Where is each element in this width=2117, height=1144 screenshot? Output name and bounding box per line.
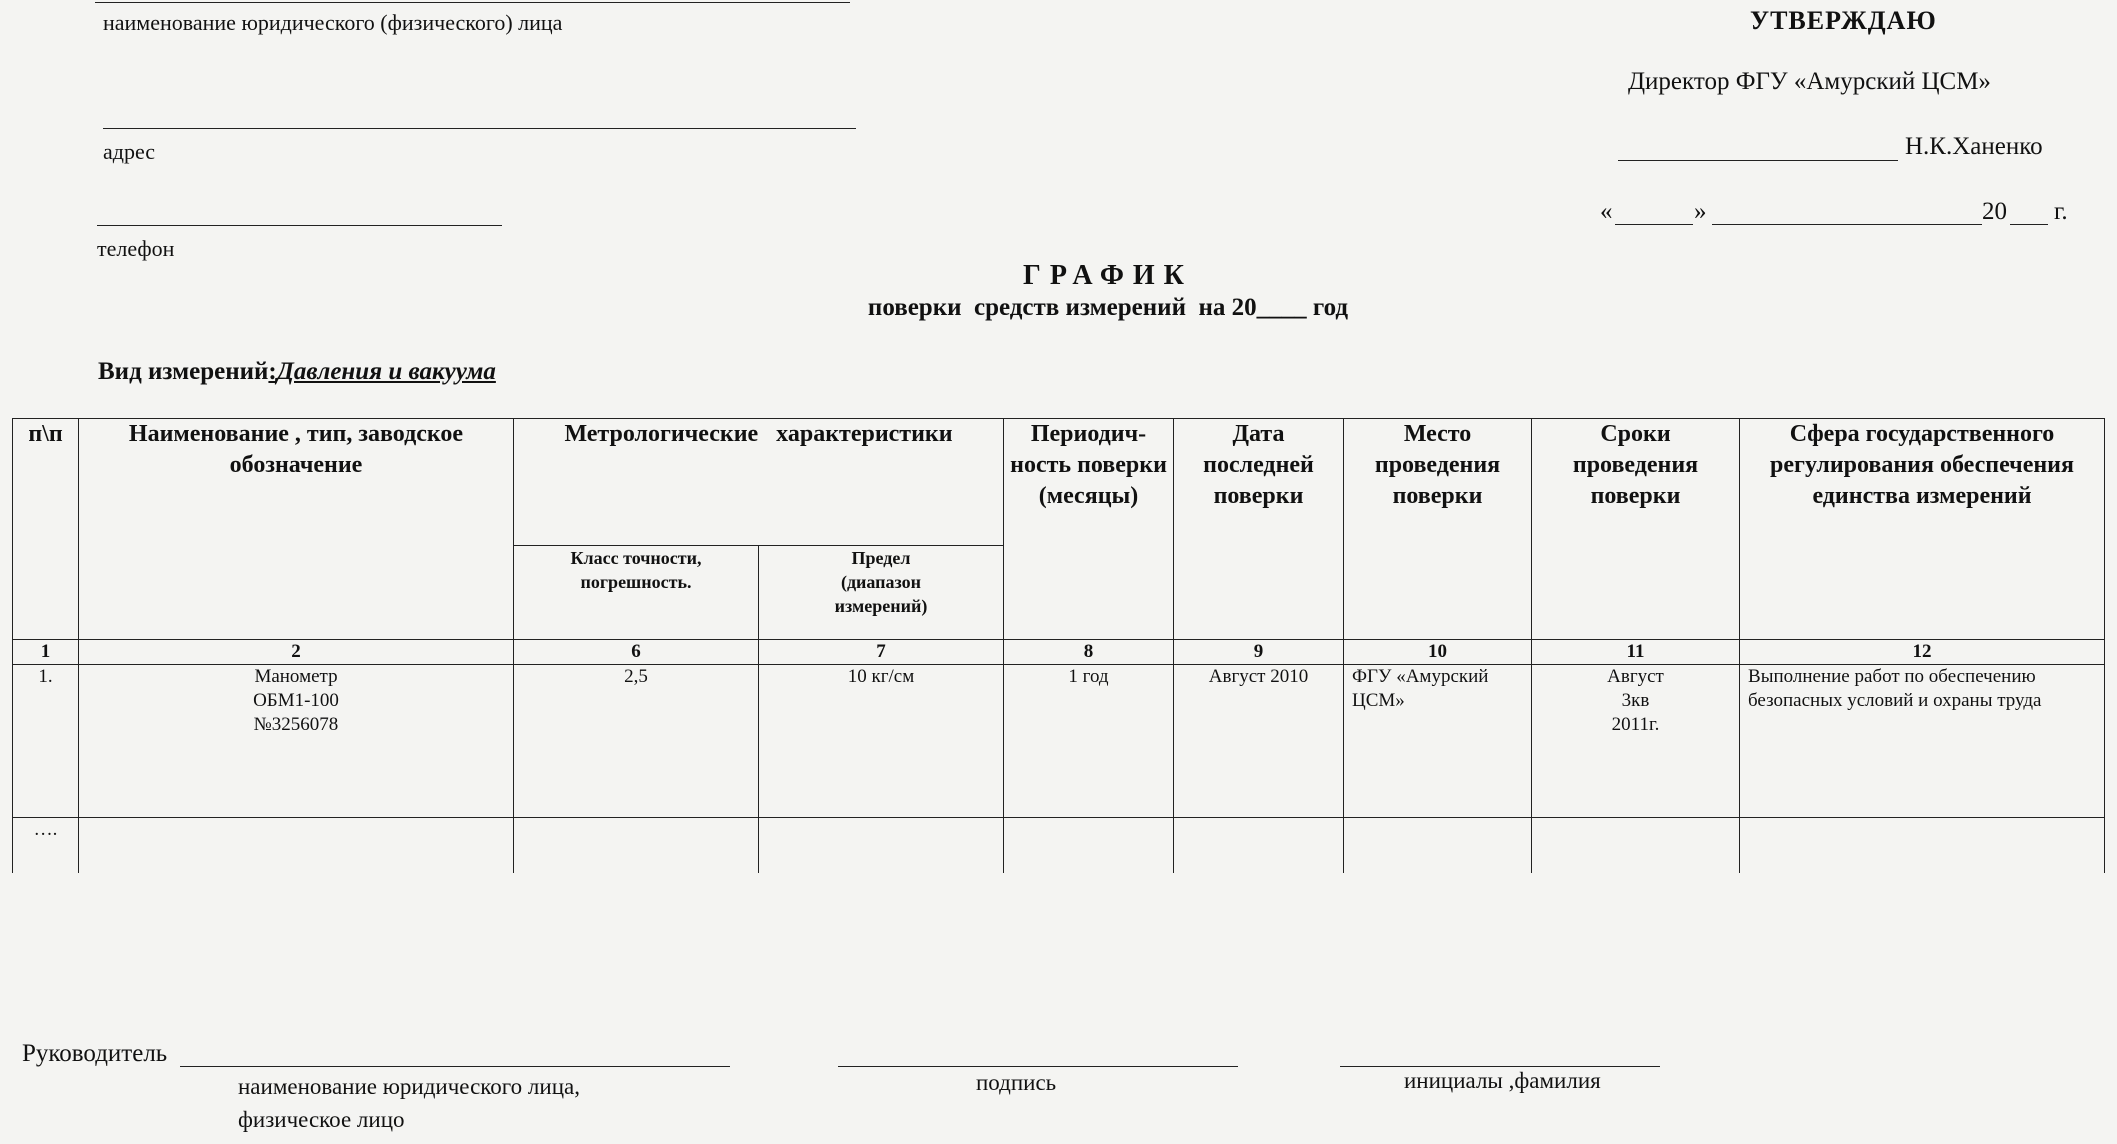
approval-date-month-line[interactable]	[1712, 224, 1982, 225]
table-row-continuation	[13, 818, 2105, 873]
row-name-line: Манометр	[254, 666, 338, 687]
empty-cell	[1174, 818, 1344, 873]
header-terms: Сроки проведения поверки	[1532, 419, 1740, 640]
footer-caption-initials: инициалы ,фамилия	[1404, 1068, 1601, 1093]
row-terms-line: 2011г.	[1611, 714, 1660, 735]
approval-date-close-quote: »	[1694, 198, 1707, 225]
document-title: ГРАФИК	[1023, 260, 1193, 291]
column-number: 1	[13, 640, 79, 665]
approval-date-open-quote: «	[1600, 198, 1613, 225]
header-name: Наименование , тип, заводское обозначение	[79, 419, 514, 640]
row-sphere: Выполнение работ по обеспечению безопасных условий и охраны труда	[1740, 665, 2105, 818]
header-row-1	[13, 419, 2105, 546]
column-number: 6	[514, 640, 759, 665]
measurement-type	[98, 358, 496, 386]
footer-head-label: Руководитель	[22, 1040, 168, 1067]
row-terms-line: Август	[1607, 666, 1664, 687]
header-place: Место проведения поверки	[1344, 419, 1532, 640]
approval-date-year-line[interactable]	[2010, 224, 2048, 225]
document-subtitle: поверки средств измерений на 20____ год	[867, 294, 1349, 321]
approval-date-day-line[interactable]	[1615, 224, 1693, 225]
approval-date-year-prefix: 20	[1982, 198, 2007, 225]
column-number: 12	[1740, 640, 2105, 665]
footer-initials-line[interactable]	[1340, 1066, 1660, 1067]
footer-entity-line[interactable]	[180, 1066, 730, 1067]
measurement-type-label: Вид измерений	[98, 358, 269, 385]
phone-line[interactable]	[97, 225, 502, 226]
entity-name-line[interactable]	[95, 2, 850, 3]
footer-signature-line[interactable]	[838, 1066, 1238, 1067]
row-terms-line: 3кв	[1621, 690, 1650, 711]
row-num: 1.	[13, 665, 79, 818]
empty-cell	[1004, 818, 1174, 873]
measurement-type-colon: :	[268, 358, 277, 385]
footer-caption-entity	[238, 1070, 580, 1136]
approval-title: УТВЕРЖДАЮ	[1750, 6, 1937, 35]
row-name-line: №3256078	[253, 714, 339, 735]
header-num: п\п	[13, 419, 79, 640]
approval-signer: Н.К.Ханенко	[1905, 133, 2043, 160]
footer-caption-entity-line: наименование юридического лица,	[238, 1074, 580, 1099]
header-sphere: Сфера государственного регулирования обеспечения единства измерений	[1740, 419, 2105, 640]
empty-cell	[1344, 818, 1532, 873]
schedule-table	[12, 418, 2105, 873]
column-number: 8	[1004, 640, 1174, 665]
header-accuracy: Класс точности, погрешность.	[514, 546, 759, 640]
footer-caption-signature: подпись	[976, 1070, 1057, 1095]
column-number: 2	[79, 640, 514, 665]
row-name	[79, 665, 514, 818]
row-terms	[1532, 665, 1740, 818]
column-number: 11	[1532, 640, 1740, 665]
empty-cell	[79, 818, 514, 873]
row-place: ФГУ «Амурский ЦСМ»	[1344, 665, 1532, 818]
address-line[interactable]	[103, 128, 856, 129]
empty-cell	[1532, 818, 1740, 873]
empty-cell	[1740, 818, 2105, 873]
phone-caption: телефон	[97, 236, 175, 261]
footer-caption-entity-line: физическое лицо	[238, 1107, 405, 1132]
header-period: Периодич-ность поверки (месяцы)	[1004, 419, 1174, 640]
row-period: 1 год	[1004, 665, 1174, 818]
row-name-line: ОБМ1-100	[253, 690, 339, 711]
row-range: 10 кг/см	[759, 665, 1004, 818]
column-number: 9	[1174, 640, 1344, 665]
address-caption: адрес	[103, 139, 156, 164]
column-numbers-row	[13, 640, 2105, 665]
measurement-type-value[interactable]: Давления и вакуума	[276, 358, 496, 385]
row-last-date: Август 2010	[1174, 665, 1344, 818]
row-accuracy: 2,5	[514, 665, 759, 818]
header-last-date: Дата последней поверки	[1174, 419, 1344, 640]
table-row	[13, 665, 2105, 818]
empty-cell	[514, 818, 759, 873]
column-number: 7	[759, 640, 1004, 665]
empty-cell	[759, 818, 1004, 873]
approval-date-year-suffix: г.	[2054, 198, 2068, 225]
entity-name-caption: наименование юридического (физического) лица	[103, 10, 563, 35]
continuation-marker: ….	[13, 818, 79, 873]
header-range: Предел (диапазон измерений)	[759, 546, 1004, 640]
header-metrological: Метрологические характеристики	[514, 419, 1004, 546]
approval-signature-line[interactable]	[1618, 160, 1898, 161]
approval-position: Директор ФГУ «Амурский ЦСМ»	[1628, 68, 1991, 95]
column-number: 10	[1344, 640, 1532, 665]
